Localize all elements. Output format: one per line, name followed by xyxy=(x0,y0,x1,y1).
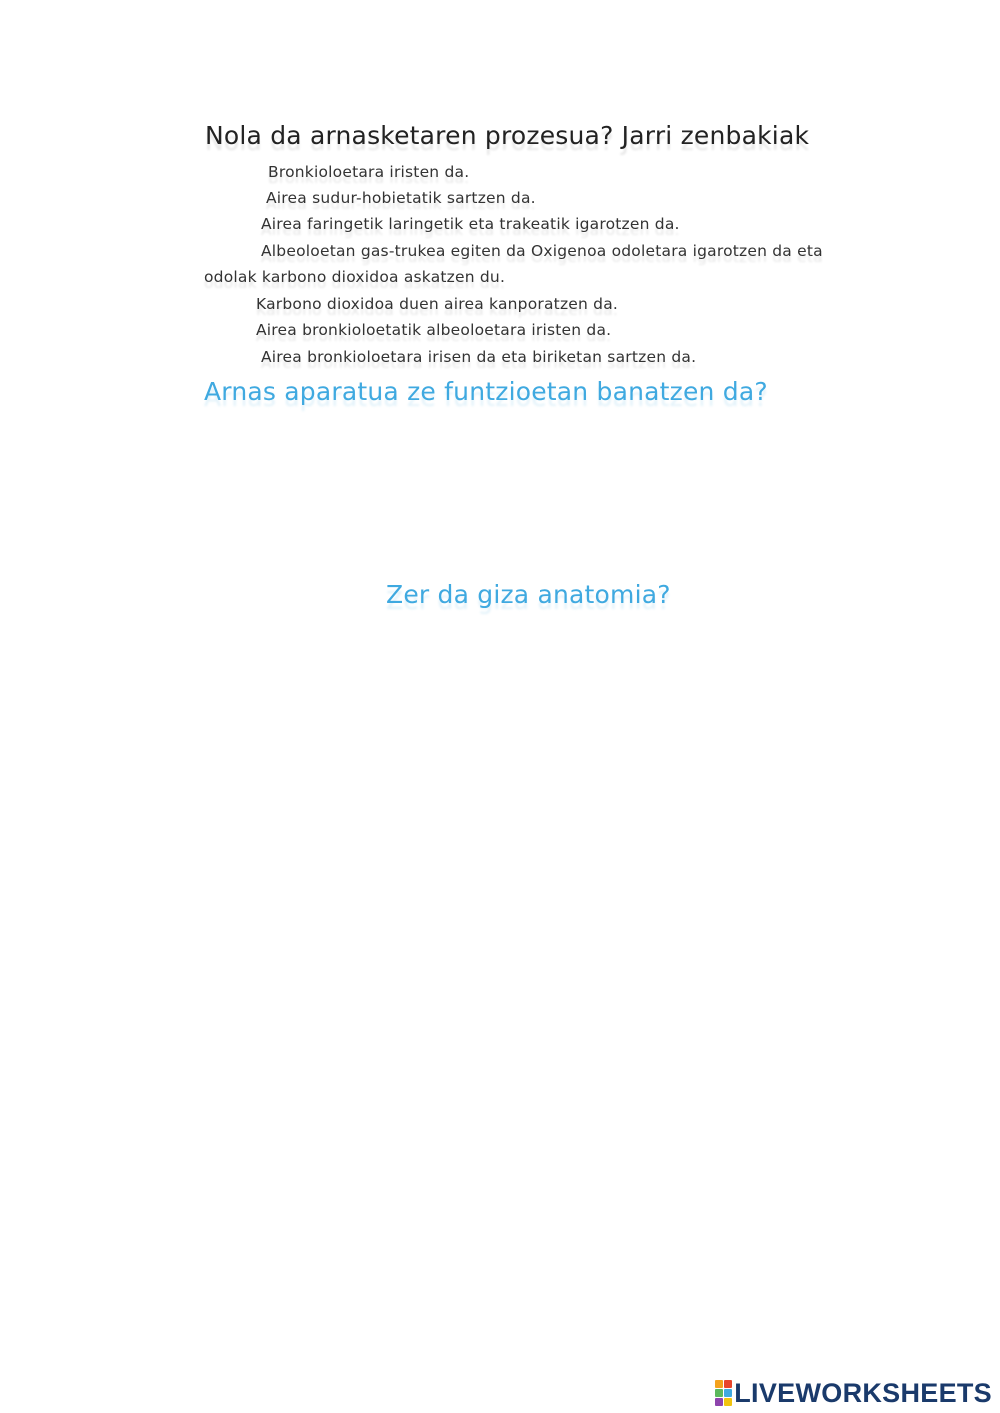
question-arnas-aparatua: Arnas aparatua ze funtzioetan banatzen da? xyxy=(204,377,768,406)
logo-block xyxy=(724,1389,732,1397)
logo-block xyxy=(715,1398,723,1406)
logo-mark-icon xyxy=(715,1380,732,1406)
step-item: Karbono dioxidoa duen airea kanporatzen da. xyxy=(256,295,619,313)
step-item: Bronkioloetara iristen da. xyxy=(268,163,470,181)
logo-block xyxy=(724,1380,732,1388)
worksheet-title: Nola da arnasketaren prozesua? Jarri zenbakiak xyxy=(205,121,810,150)
logo-block xyxy=(715,1389,723,1397)
logo-block xyxy=(724,1398,732,1406)
question-giza-anatomia: Zer da giza anatomia? xyxy=(386,580,671,609)
step-item: Albeoloetan gas-trukea egiten da Oxigenoa odoletara igarotzen da eta xyxy=(261,242,823,260)
step-item: Airea bronkioloetara irisen da eta biriketan sartzen da. xyxy=(261,348,697,366)
step-item: Airea faringetik laringetik eta trakeatik igarotzen da. xyxy=(261,215,680,233)
step-item-continuation: odolak karbono dioxidoa askatzen du. xyxy=(204,268,506,286)
logo-text: LIVEWORKSHEETS xyxy=(734,1377,992,1408)
liveworksheets-logo xyxy=(715,1377,992,1409)
logo-block xyxy=(715,1380,723,1388)
step-item: Airea bronkioloetatik albeoloetara iristen da. xyxy=(256,321,612,339)
step-item: Airea sudur-hobietatik sartzen da. xyxy=(266,189,536,207)
